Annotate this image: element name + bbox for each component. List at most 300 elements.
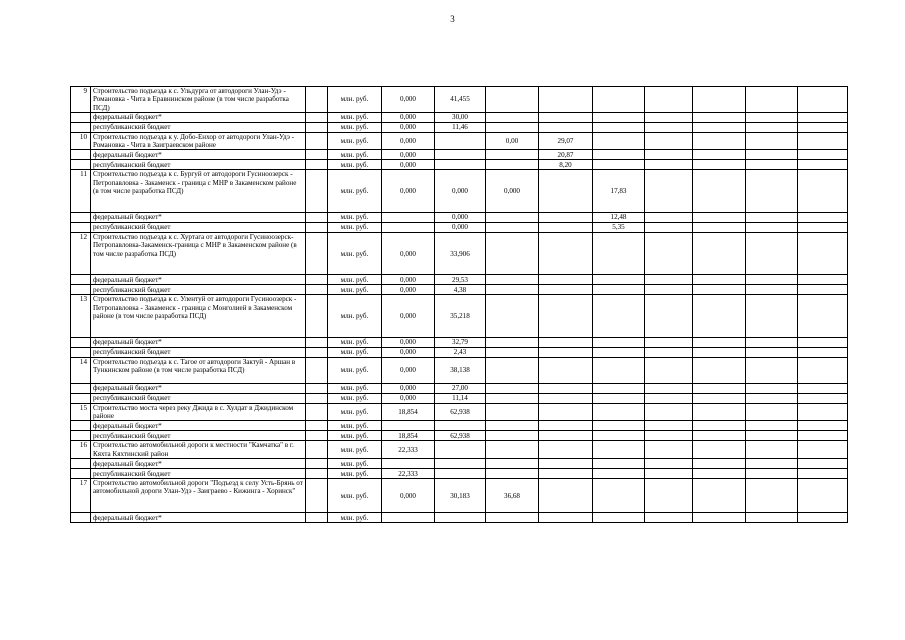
value-cell [539, 170, 593, 213]
value-cell [746, 513, 798, 523]
row-number [71, 212, 91, 222]
value-cell [435, 132, 486, 150]
value-cell [539, 87, 593, 113]
unit-cell: млн. руб. [328, 132, 382, 150]
value-cell [539, 357, 593, 383]
value-cell [486, 150, 539, 160]
value-cell [798, 295, 848, 338]
value-cell [798, 479, 848, 513]
value-cell [746, 122, 798, 132]
row-number: 17 [71, 479, 91, 513]
value-cell: 18,854 [382, 431, 435, 441]
value-cell [435, 150, 486, 160]
value-cell [693, 357, 746, 383]
value-cell: 0,000 [435, 170, 486, 213]
value-cell: 62,938 [435, 403, 486, 421]
program-table [70, 86, 848, 523]
row-number [71, 459, 91, 469]
blank-cell [306, 403, 328, 421]
value-cell [645, 479, 693, 513]
blank-cell [306, 357, 328, 383]
value-cell [486, 337, 539, 347]
budget-source: федеральный бюджет* [91, 212, 306, 222]
value-cell [693, 337, 746, 347]
value-cell [645, 383, 693, 393]
value-cell [382, 513, 435, 523]
blank-cell [306, 295, 328, 338]
table-row-budget [71, 337, 848, 347]
value-cell [486, 383, 539, 393]
value-cell [486, 295, 539, 338]
value-cell [798, 87, 848, 113]
value-cell: 11,14 [435, 393, 486, 403]
unit-cell: млн. руб. [328, 87, 382, 113]
value-cell [645, 441, 693, 459]
value-cell [539, 347, 593, 357]
value-cell [645, 212, 693, 222]
value-cell [798, 122, 848, 132]
budget-source: федеральный бюджет* [91, 150, 306, 160]
value-cell [645, 112, 693, 122]
value-cell [539, 479, 593, 513]
table-row-budget [71, 431, 848, 441]
value-cell [798, 403, 848, 421]
unit-cell: млн. руб. [328, 357, 382, 383]
value-cell [746, 403, 798, 421]
value-cell [486, 469, 539, 479]
value-cell [693, 295, 746, 338]
item-description: Строительство подъезда к с. Бургуй от автодороги Гусиноозерск - Петропавловка - Закаменск - граница с МНР в Закаменском районе (в том числе разработка ПСД) [91, 170, 306, 213]
value-cell [486, 212, 539, 222]
value-cell [746, 232, 798, 275]
item-description: Строительство подъезда к у. Добо-Енхор от автодороги Улан-Удэ - Романовка - Чита в Заиграевском районе [91, 132, 306, 150]
budget-source: федеральный бюджет* [91, 513, 306, 523]
value-cell [645, 357, 693, 383]
value-cell [693, 347, 746, 357]
table-row-item [71, 295, 848, 338]
value-cell [486, 403, 539, 421]
unit-cell: млн. руб. [328, 222, 382, 232]
value-cell [798, 513, 848, 523]
value-cell [693, 403, 746, 421]
item-description: Строительство подъезда к с. Ульдурга от автодороги Улан-Удэ - Романовка - Чита в Еравнинском районе (в том числе разработка ПСД) [91, 87, 306, 113]
table-row-budget [71, 112, 848, 122]
value-cell [486, 285, 539, 295]
table-row-budget [71, 222, 848, 232]
value-cell [486, 347, 539, 357]
value-cell [593, 441, 645, 459]
blank-cell [306, 513, 328, 523]
value-cell: 0,000 [382, 275, 435, 285]
value-cell: 2,43 [435, 347, 486, 357]
value-cell [486, 393, 539, 403]
value-cell [539, 383, 593, 393]
value-cell: 0,000 [382, 337, 435, 347]
unit-cell: млн. руб. [328, 122, 382, 132]
value-cell [798, 421, 848, 431]
value-cell [645, 232, 693, 275]
unit-cell: млн. руб. [328, 170, 382, 213]
value-cell: 30,183 [435, 479, 486, 513]
row-number: 12 [71, 232, 91, 275]
blank-cell [306, 212, 328, 222]
value-cell [693, 431, 746, 441]
value-cell [693, 383, 746, 393]
value-cell [693, 513, 746, 523]
value-cell [435, 421, 486, 431]
value-cell: 18,854 [382, 403, 435, 421]
value-cell [593, 347, 645, 357]
item-description: Строительство моста через реку Джида в с. Хулдат в Джидинском районе [91, 403, 306, 421]
value-cell [593, 132, 645, 150]
row-number [71, 112, 91, 122]
row-number [71, 337, 91, 347]
budget-source: республиканский бюджет [91, 431, 306, 441]
blank-cell [306, 160, 328, 170]
blank-cell [306, 132, 328, 150]
budget-source: федеральный бюджет* [91, 421, 306, 431]
row-number: 16 [71, 441, 91, 459]
value-cell: 27,00 [435, 383, 486, 393]
unit-cell: млн. руб. [328, 383, 382, 393]
value-cell [645, 87, 693, 113]
value-cell [746, 212, 798, 222]
blank-cell [306, 222, 328, 232]
table-row-budget [71, 459, 848, 469]
row-number [71, 347, 91, 357]
value-cell [645, 337, 693, 347]
unit-cell: млн. руб. [328, 337, 382, 347]
value-cell [435, 160, 486, 170]
value-cell [746, 357, 798, 383]
value-cell [382, 222, 435, 232]
value-cell [593, 403, 645, 421]
value-cell: 11,46 [435, 122, 486, 132]
value-cell [593, 357, 645, 383]
value-cell [798, 285, 848, 295]
row-number [71, 150, 91, 160]
value-cell [593, 295, 645, 338]
table-row-item [71, 479, 848, 513]
value-cell [746, 459, 798, 469]
blank-cell [306, 275, 328, 285]
value-cell: 0,000 [486, 170, 539, 213]
value-cell [539, 222, 593, 232]
value-cell [746, 441, 798, 459]
table-row-budget [71, 160, 848, 170]
value-cell [798, 441, 848, 459]
blank-cell [306, 347, 328, 357]
value-cell [645, 132, 693, 150]
table-row-budget [71, 285, 848, 295]
unit-cell: млн. руб. [328, 459, 382, 469]
value-cell [593, 87, 645, 113]
blank-cell [306, 469, 328, 479]
unit-cell: млн. руб. [328, 275, 382, 285]
value-cell [693, 132, 746, 150]
blank-cell [306, 393, 328, 403]
value-cell [798, 222, 848, 232]
value-cell [486, 112, 539, 122]
blank-cell [306, 232, 328, 275]
value-cell [798, 393, 848, 403]
value-cell: 12,48 [593, 212, 645, 222]
row-number: 11 [71, 170, 91, 213]
value-cell [693, 232, 746, 275]
value-cell [486, 87, 539, 113]
table-row-budget [71, 122, 848, 132]
value-cell [539, 421, 593, 431]
value-cell [645, 222, 693, 232]
value-cell [746, 383, 798, 393]
value-cell: 0,000 [382, 357, 435, 383]
blank-cell [306, 459, 328, 469]
table-row-item [71, 441, 848, 459]
table-row-budget [71, 347, 848, 357]
value-cell [539, 403, 593, 421]
value-cell [746, 87, 798, 113]
value-cell [798, 383, 848, 393]
blank-cell [306, 479, 328, 513]
row-number [71, 431, 91, 441]
value-cell [539, 275, 593, 285]
value-cell [746, 160, 798, 170]
value-cell [746, 275, 798, 285]
row-number: 9 [71, 87, 91, 113]
value-cell [693, 212, 746, 222]
value-cell [693, 393, 746, 403]
value-cell: 29,53 [435, 275, 486, 285]
value-cell [486, 421, 539, 431]
value-cell [486, 459, 539, 469]
unit-cell: млн. руб. [328, 469, 382, 479]
value-cell [746, 421, 798, 431]
value-cell [645, 421, 693, 431]
value-cell [746, 431, 798, 441]
value-cell [693, 222, 746, 232]
value-cell [746, 347, 798, 357]
value-cell: 0,000 [382, 87, 435, 113]
unit-cell: млн. руб. [328, 393, 382, 403]
blank-cell [306, 150, 328, 160]
value-cell: 38,138 [435, 357, 486, 383]
unit-cell: млн. руб. [328, 441, 382, 459]
value-cell [645, 459, 693, 469]
value-cell [645, 393, 693, 403]
value-cell [435, 469, 486, 479]
item-description: Строительство автомобильной дороги к местности "Камчатка" в г. Кяхта Кяхтинский район [91, 441, 306, 459]
value-cell [798, 112, 848, 122]
table-row-item [71, 357, 848, 383]
value-cell: 0,000 [382, 295, 435, 338]
blank-cell [306, 285, 328, 295]
budget-source: федеральный бюджет* [91, 275, 306, 285]
value-cell [798, 459, 848, 469]
value-cell [693, 469, 746, 479]
value-cell: 36,68 [486, 479, 539, 513]
unit-cell: млн. руб. [328, 479, 382, 513]
table-row-item [71, 132, 848, 150]
value-cell [746, 132, 798, 150]
table-row-budget [71, 513, 848, 523]
value-cell [593, 459, 645, 469]
value-cell [798, 469, 848, 479]
value-cell: 32,79 [435, 337, 486, 347]
value-cell [798, 275, 848, 285]
row-number [71, 469, 91, 479]
row-number [71, 421, 91, 431]
value-cell [746, 222, 798, 232]
value-cell [486, 441, 539, 459]
value-cell [382, 212, 435, 222]
value-cell [435, 513, 486, 523]
value-cell: 0,000 [382, 479, 435, 513]
blank-cell [306, 421, 328, 431]
blank-cell [306, 87, 328, 113]
row-number [71, 393, 91, 403]
value-cell [593, 469, 645, 479]
value-cell [593, 150, 645, 160]
blank-cell [306, 112, 328, 122]
value-cell [798, 347, 848, 357]
table-row-item [71, 403, 848, 421]
value-cell: 8,20 [539, 160, 593, 170]
table-row-budget [71, 150, 848, 160]
value-cell [539, 459, 593, 469]
value-cell [693, 479, 746, 513]
value-cell: 0,000 [382, 393, 435, 403]
value-cell [798, 132, 848, 150]
value-cell [645, 285, 693, 295]
blank-cell [306, 383, 328, 393]
budget-source: республиканский бюджет [91, 347, 306, 357]
value-cell [798, 337, 848, 347]
value-cell [645, 469, 693, 479]
row-number: 10 [71, 132, 91, 150]
budget-source: федеральный бюджет* [91, 383, 306, 393]
value-cell: 20,87 [539, 150, 593, 160]
value-cell [693, 285, 746, 295]
value-cell [539, 295, 593, 338]
value-cell [645, 122, 693, 132]
value-cell [645, 150, 693, 160]
row-number [71, 122, 91, 132]
value-cell [539, 112, 593, 122]
budget-source: федеральный бюджет* [91, 112, 306, 122]
value-cell: 0,000 [382, 160, 435, 170]
unit-cell: млн. руб. [328, 212, 382, 222]
value-cell [486, 160, 539, 170]
table-row-budget [71, 212, 848, 222]
value-cell [593, 275, 645, 285]
value-cell [486, 275, 539, 285]
table-row-budget [71, 275, 848, 285]
value-cell: 0,000 [382, 232, 435, 275]
value-cell [593, 513, 645, 523]
budget-source: республиканский бюджет [91, 222, 306, 232]
blank-cell [306, 170, 328, 213]
value-cell [593, 160, 645, 170]
value-cell [593, 393, 645, 403]
value-cell: 22,333 [382, 441, 435, 459]
row-number [71, 285, 91, 295]
unit-cell: млн. руб. [328, 160, 382, 170]
value-cell [435, 459, 486, 469]
value-cell [693, 441, 746, 459]
value-cell [645, 160, 693, 170]
row-number: 13 [71, 295, 91, 338]
row-number [71, 383, 91, 393]
value-cell: 29,07 [539, 132, 593, 150]
value-cell [645, 513, 693, 523]
value-cell [746, 150, 798, 160]
budget-source: республиканский бюджет [91, 160, 306, 170]
value-cell [645, 275, 693, 285]
value-cell [539, 337, 593, 347]
value-cell [539, 232, 593, 275]
value-cell [798, 431, 848, 441]
table-row-budget [71, 421, 848, 431]
value-cell [693, 160, 746, 170]
value-cell: 0,000 [382, 347, 435, 357]
value-cell [539, 122, 593, 132]
value-cell [593, 285, 645, 295]
budget-source: республиканский бюджет [91, 469, 306, 479]
value-cell [746, 112, 798, 122]
value-cell [539, 469, 593, 479]
value-cell [798, 160, 848, 170]
unit-cell: млн. руб. [328, 403, 382, 421]
blank-cell [306, 431, 328, 441]
budget-source: федеральный бюджет* [91, 337, 306, 347]
value-cell: 0,000 [382, 132, 435, 150]
value-cell: 0,000 [382, 150, 435, 160]
value-cell: 33,906 [435, 232, 486, 275]
row-number [71, 160, 91, 170]
value-cell [798, 232, 848, 275]
item-description: Строительство автомобильной дороги "Подъезд к селу Усть-Брянь от автомобильной дороги Улан-Удэ - Заиграево - Кижинга - Хоринск" [91, 479, 306, 513]
value-cell [693, 275, 746, 285]
blank-cell [306, 337, 328, 347]
page-number: 3 [450, 14, 455, 24]
value-cell [645, 170, 693, 213]
table-row-budget [71, 469, 848, 479]
value-cell [539, 431, 593, 441]
value-cell [593, 479, 645, 513]
value-cell [539, 285, 593, 295]
value-cell [593, 122, 645, 132]
value-cell [693, 421, 746, 431]
value-cell [486, 232, 539, 275]
value-cell [746, 469, 798, 479]
value-cell [645, 403, 693, 421]
value-cell: 30,00 [435, 112, 486, 122]
unit-cell: млн. руб. [328, 285, 382, 295]
value-cell [693, 170, 746, 213]
value-cell [693, 459, 746, 469]
value-cell [486, 122, 539, 132]
value-cell [645, 431, 693, 441]
value-cell [486, 222, 539, 232]
value-cell [798, 212, 848, 222]
value-cell [593, 112, 645, 122]
budget-source: республиканский бюджет [91, 122, 306, 132]
value-cell: 35,218 [435, 295, 486, 338]
table-row-budget [71, 393, 848, 403]
value-cell: 5,35 [593, 222, 645, 232]
value-cell [593, 421, 645, 431]
item-description: Строительство подъезда к с. Улентуй от автодороги Гусиноозерск - Петропавловка - Закаменск - граница с Монголией в Закаменском районе (в том числе разработка ПСД) [91, 295, 306, 338]
